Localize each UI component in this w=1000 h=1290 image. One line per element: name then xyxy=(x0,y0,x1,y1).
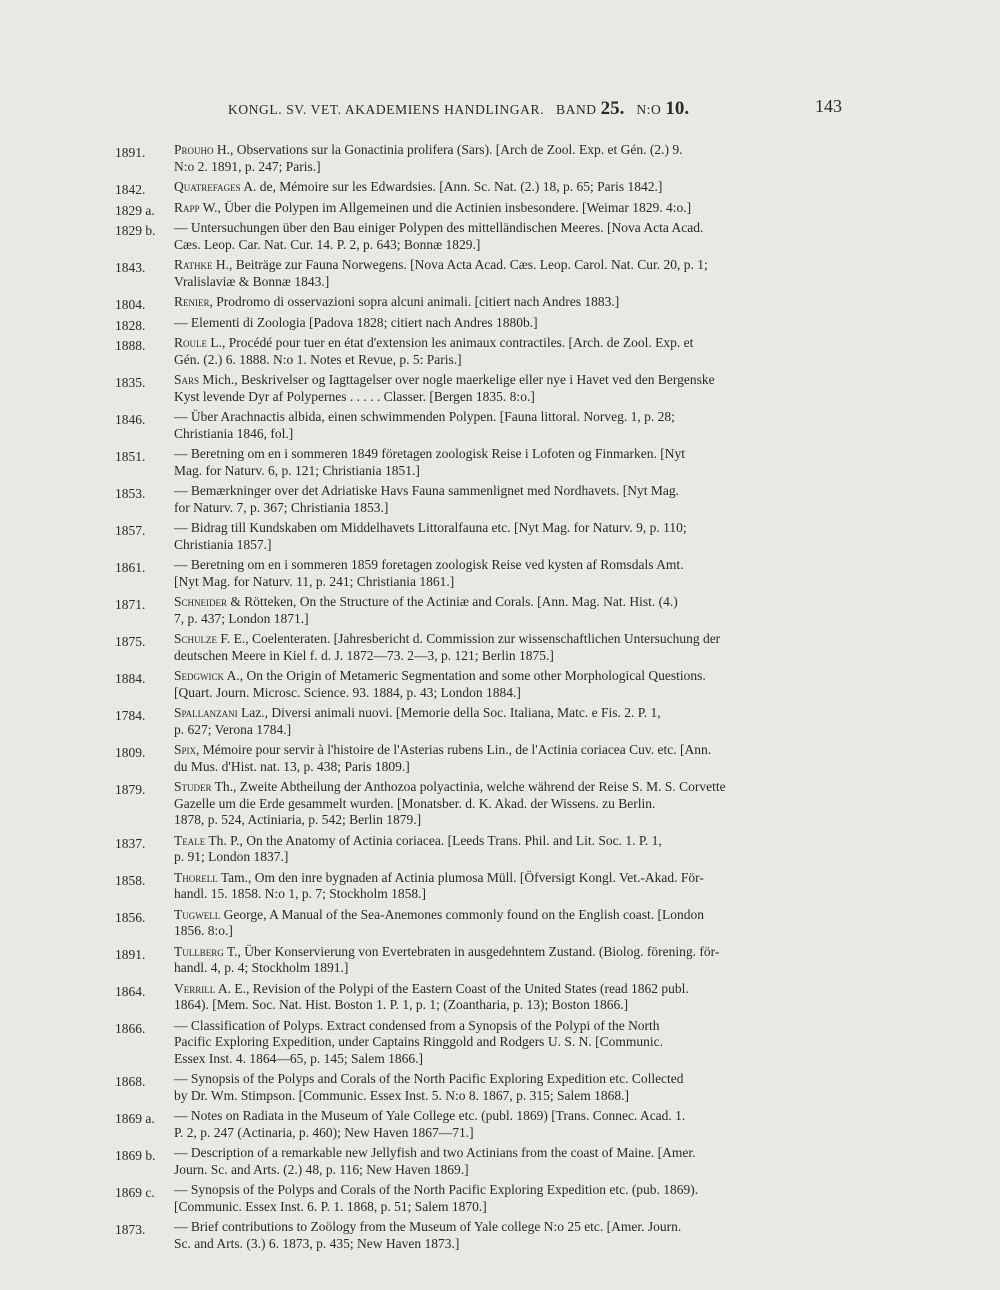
entry-year: 1864. xyxy=(115,983,146,999)
entry-citation xyxy=(174,142,874,175)
entry-year: 1858. xyxy=(115,872,146,888)
bibliography-entry xyxy=(0,409,1000,442)
entry-text: — Untersuchungen über den Bau einiger Polypen des mittelländischen Meeres. [Nova Acta Acad. Cæs. Leop. Car. Nat. Cur. 14. P. 2, p. 643; Bonnæ 1829.] xyxy=(174,220,704,252)
bibliography-entry xyxy=(0,446,1000,479)
entry-text: George, A Manual of the Sea-Anemones commonly found on the English coast. [London 1856. 8:o.] xyxy=(174,906,705,938)
bibliography-entry xyxy=(0,668,1000,701)
entry-text: — Beretning om en i sommeren 1849 företagen zoologisk Reise i Lofoten og Finmarken. [Nyt Mag. for Naturv. 6, p. 121; Christiania 1851.] xyxy=(174,446,686,478)
entry-citation xyxy=(174,1071,874,1104)
bibliography-entry xyxy=(0,1182,1000,1215)
entry-text: A. de, Mémoire sur les Edwardsies. [Ann. Sc. Nat. (2.) 18, p. 65; Paris 1842.] xyxy=(240,179,663,194)
header-title: KONGL. SV. VET. AKADEMIENS HANDLINGAR. BAND 25. N:O 10. xyxy=(228,98,690,119)
entry-citation xyxy=(174,870,874,903)
entry-year: 1853. xyxy=(115,486,146,501)
bibliography-entry xyxy=(0,200,1000,217)
bibliography-entry xyxy=(0,1145,1000,1178)
entry-citation xyxy=(174,594,874,627)
entry-year: 1868. xyxy=(115,1074,146,1089)
entry-citation xyxy=(174,200,874,217)
entry-author: Spix xyxy=(174,742,197,757)
entry-year: 1835. xyxy=(115,375,146,390)
bibliography-entry xyxy=(0,1018,1000,1068)
entry-author: Rathke xyxy=(174,257,213,272)
entry-year: 1829 b. xyxy=(115,223,156,238)
entry-text: H., Beiträge zur Fauna Norwegens. [Nova Acta Acad. Cæs. Leop. Carol. Nat. Cur. 20, p. 1; Vralislaviæ & Bonnæ 1843.] xyxy=(174,257,708,289)
entry-author: Rapp xyxy=(174,199,200,215)
entry-text: T., Über Konservierung von Evertebraten in ausgedehntem Zustand. (Biolog. förening. för- handl. 4, p. 4; Stockholm 1891.] xyxy=(174,943,720,975)
entry-citation xyxy=(174,1219,874,1252)
page-number: 143 xyxy=(815,96,842,116)
entry-author: Prouho xyxy=(174,142,214,157)
entry-citation xyxy=(174,409,874,442)
entry-year: 1891. xyxy=(115,946,146,962)
entry-year: 1873. xyxy=(115,1222,146,1237)
entry-citation xyxy=(174,372,874,405)
bibliography-entry xyxy=(0,779,1000,829)
entry-text: Th. P., On the Anatomy of Actinia coriacea. [Leeds Trans. Phil. and Lit. Soc. 1. P. 1, p. 91; London 1837.] xyxy=(174,832,662,864)
entry-year: 1809. xyxy=(115,745,146,760)
entry-author: Renier xyxy=(174,294,210,309)
bibliography-entry xyxy=(0,257,1000,290)
bibliography-entry xyxy=(0,981,1000,1014)
bibliography-entry xyxy=(0,520,1000,553)
entry-author: Roule xyxy=(174,335,207,350)
entry-text: — Brief contributions to Zoölogy from the Museum of Yale college N:o 25 etc. [Amer. Journ. Sc. and Arts. (3.) 6. 1873, p. 435; New Haven 1873.] xyxy=(174,1219,682,1251)
entry-citation xyxy=(174,257,874,290)
entry-citation xyxy=(174,179,874,196)
bibliography-entry xyxy=(0,179,1000,196)
entry-year: 1856. xyxy=(115,909,146,925)
entry-author: Spallanzani xyxy=(174,705,238,720)
bibliography-entry xyxy=(0,870,1000,903)
entry-year: 1866. xyxy=(115,1020,146,1036)
bibliography-entry xyxy=(0,705,1000,738)
entry-year: 1869 c. xyxy=(115,1185,155,1200)
entry-citation xyxy=(174,1108,874,1141)
entry-author: Schneider xyxy=(174,594,228,609)
entry-text: — Synopsis of the Polyps and Corals of the North Pacific Exploring Expedition etc. (pub. 1869). [Communic. Essex Inst. 6. P. 1. 1868, p. 51; Salem 1870.] xyxy=(174,1182,699,1214)
bibliography-entry xyxy=(0,315,1000,332)
entry-author: Quatrefages xyxy=(174,179,241,194)
entry-author: Teale xyxy=(174,832,206,848)
entry-citation xyxy=(174,668,874,701)
entry-author: Sedgwick xyxy=(174,668,224,683)
entry-year: 1784. xyxy=(115,708,146,723)
bibliography-entry xyxy=(0,944,1000,977)
entry-citation xyxy=(174,335,874,368)
bibliography-entry xyxy=(0,907,1000,940)
entry-citation xyxy=(174,907,874,940)
entry-citation xyxy=(174,833,874,866)
bibliography-entry xyxy=(0,594,1000,627)
entry-citation xyxy=(174,446,874,479)
entry-text: H., Observations sur la Gonactinia prolifera (Sars). [Arch de Zool. Exp. et Gén. (2.) 9. N:o 2. 1891, p. 247; Paris.] xyxy=(174,142,683,174)
entry-year: 1843. xyxy=(115,260,146,275)
entry-year: 1842. xyxy=(115,182,146,197)
entry-text: , Mémoire pour servir à l'histoire de l'Asterias rubens Lin., de l'Actinia coriacea Cuv. etc. [Ann. du Mus. d'Hist. nat. 13, p. 438; Paris 1809.] xyxy=(174,742,712,774)
entry-text: W., Über die Polypen im Allgemeinen und die Actinien insbesondere. [Weimar 1829. 4:o.] xyxy=(199,199,692,215)
bibliography-entry xyxy=(0,1219,1000,1252)
entry-text: — Synopsis of the Polyps and Corals of the North Pacific Exploring Expedition etc. Collected by Dr. Wm. Stimpson. [Communic. Essex Inst. 5. N:o 8. 1867, p. 315; Salem 1868.] xyxy=(174,1071,684,1103)
entry-text: — Notes on Radiata in the Museum of Yale College etc. (publ. 1869) [Trans. Connec. Acad. 1. P. 2, p. 247 (Actinaria, p. 460); New Haven 1867—71.] xyxy=(174,1108,686,1140)
entry-author: Tullberg xyxy=(174,943,224,959)
bibliography-entry xyxy=(0,1071,1000,1104)
entry-author: Verrill xyxy=(174,980,216,996)
bibliography-entry xyxy=(0,483,1000,516)
bibliography-entry xyxy=(0,335,1000,368)
entry-text: A. E., Revision of the Polypi of the Eastern Coast of the United States (read 1862 publ. 1864). [Mem. Soc. Nat. Hist. Boston 1. P. 1, p. 1; (Zoantharia, p. 13); Boston 1866.] xyxy=(174,980,689,1012)
entry-citation xyxy=(174,944,874,977)
entry-year: 1891. xyxy=(115,145,146,160)
entry-text: — Classification of Polyps. Extract condensed from a Synopsis of the Polypi of the North Pacific Exploring Expedition, under Captains Ringgold and Rodgers U. S. N. [Communic. Essex Inst. 4. 1864—65, p. 145; Salem 1866.] xyxy=(174,1017,663,1066)
entry-text: L., Procédé pour tuer en état d'extension les animaux contractiles. [Arch. de Zool. Exp. et Gén. (2.) 6. 1888. N:o 1. Notes et Revue, p. 5: Paris.] xyxy=(174,335,694,367)
entry-text: — Über Arachnactis albida, einen schwimmenden Polypen. [Fauna littoral. Norveg. 1, p. 28; Christiania 1846, fol.] xyxy=(174,409,675,441)
entry-year: 1861. xyxy=(115,560,146,575)
entry-year: 1846. xyxy=(115,412,146,427)
entry-year: 1857. xyxy=(115,523,146,538)
entry-citation xyxy=(174,483,874,516)
entry-year: 1837. xyxy=(115,835,146,851)
entry-citation xyxy=(174,705,874,738)
entry-year: 1829 a. xyxy=(115,202,155,218)
entry-citation xyxy=(174,220,874,253)
entry-year: 1888. xyxy=(115,338,146,353)
bibliography-list xyxy=(0,142,1000,1256)
entry-year: 1871. xyxy=(115,597,146,612)
entry-citation xyxy=(174,520,874,553)
entry-text: — Description of a remarkable new Jellyfish and two Actinians from the coast of Maine. [Amer. Journ. Sc. and Arts. (2.) 48, p. 116; New Haven 1869.] xyxy=(174,1145,696,1177)
entry-text: , Prodromo di osservazioni sopra alcuni animali. [citiert nach Andres 1883.] xyxy=(209,294,620,309)
bibliography-entry xyxy=(0,833,1000,866)
entry-text: & Rötteken, On the Structure of the Actiniæ and Corals. [Ann. Mag. Nat. Hist. (4.) 7, p. 437; London 1871.] xyxy=(174,594,678,626)
entry-author: Studer xyxy=(174,779,212,794)
entry-year: 1879. xyxy=(115,782,146,797)
bibliography-entry xyxy=(0,220,1000,253)
entry-text: Laz., Diversi animali nuovi. [Memorie della Soc. Italiana, Matc. e Fis. 2. P. 1, p. 627; Verona 1784.] xyxy=(174,705,661,737)
entry-citation xyxy=(174,1145,874,1178)
entry-citation xyxy=(174,1018,874,1068)
entry-citation xyxy=(174,981,874,1014)
entry-year: 1884. xyxy=(115,671,146,686)
bibliography-entry xyxy=(0,557,1000,590)
entry-citation xyxy=(174,631,874,664)
entry-text: Th., Zweite Abtheilung der Anthozoa polyactinia, welche während der Reise S. M. S. Corvette Gazelle um die Erde gesammelt wurden. [Monatsber. d. K. Akad. der Wissens. zu Berlin. 1878, p. 524, Actiniaria, p. 542; Berlin 1879.] xyxy=(174,779,726,827)
entry-text: — Beretning om en i sommeren 1859 foretagen zoologisk Reise ved kysten af Romsdals Amt. [Nyt Mag. for Naturv. 11, p. 241; Christiania 1861.] xyxy=(174,557,684,589)
entry-text: Mich., Beskrivelser og Iagttagelser over nogle maerkelige eller nye i Havet ved den Bergenske Kyst levende Dyr af Polypernes . . . . . Classer. [Bergen 1835. 8:o.] xyxy=(174,372,715,404)
entry-year: 1851. xyxy=(115,449,146,464)
entry-text: F. E., Coelenteraten. [Jahresbericht d. Commission zur wissenschaftlichen Untersuchung der deutschen Meere in Kiel f. d. J. 1872—73. 2—3, p. 121; Berlin 1875.] xyxy=(174,631,721,663)
bibliography-entry xyxy=(0,631,1000,664)
bibliography-entry xyxy=(0,142,1000,175)
running-header xyxy=(0,96,1000,120)
entry-text: — Elementi di Zoologia [Padova 1828; citiert nach Andres 1880b.] xyxy=(174,314,538,330)
bibliography-entry xyxy=(0,1108,1000,1141)
entry-year: 1869 b. xyxy=(115,1148,156,1163)
entry-citation xyxy=(174,1182,874,1215)
entry-author: Schulze xyxy=(174,631,218,646)
entry-author: Sars xyxy=(174,372,200,387)
entry-year: 1828. xyxy=(115,317,146,333)
bibliography-entry xyxy=(0,742,1000,775)
entry-citation xyxy=(174,557,874,590)
entry-citation xyxy=(174,779,874,829)
entry-citation xyxy=(174,294,874,311)
bibliography-entry xyxy=(0,294,1000,311)
entry-year: 1804. xyxy=(115,297,146,312)
entry-citation xyxy=(174,742,874,775)
entry-text: — Bemærkninger over det Adriatiske Havs Fauna sammenlignet med Nordhavets. [Nyt Mag. for Naturv. 7, p. 367; Christiania 1853.] xyxy=(174,483,680,515)
entry-author: Tugwell xyxy=(174,906,221,922)
entry-author: Thorell xyxy=(174,869,218,885)
entry-citation xyxy=(174,315,874,332)
entry-text: — Bidrag till Kundskaben om Middelhavets Littoralfauna etc. [Nyt Mag. for Naturv. 9, p. 110; Christiania 1857.] xyxy=(174,520,687,552)
entry-year: 1875. xyxy=(115,634,146,649)
entry-text: Tam., Om den inre bygnaden af Actinia plumosa Müll. [Öfversigt Kongl. Vet.-Akad. För- handl. 15. 1858. N:o 1, p. 7; Stockholm 1858.] xyxy=(174,869,704,901)
entry-year: 1869 a. xyxy=(115,1111,155,1126)
bibliography-entry xyxy=(0,372,1000,405)
entry-text: A., On the Origin of Metameric Segmentation and some other Morphological Questions. [Quart. Journ. Microsc. Science. 93. 1884, p. 43; London 1884.] xyxy=(174,668,706,700)
